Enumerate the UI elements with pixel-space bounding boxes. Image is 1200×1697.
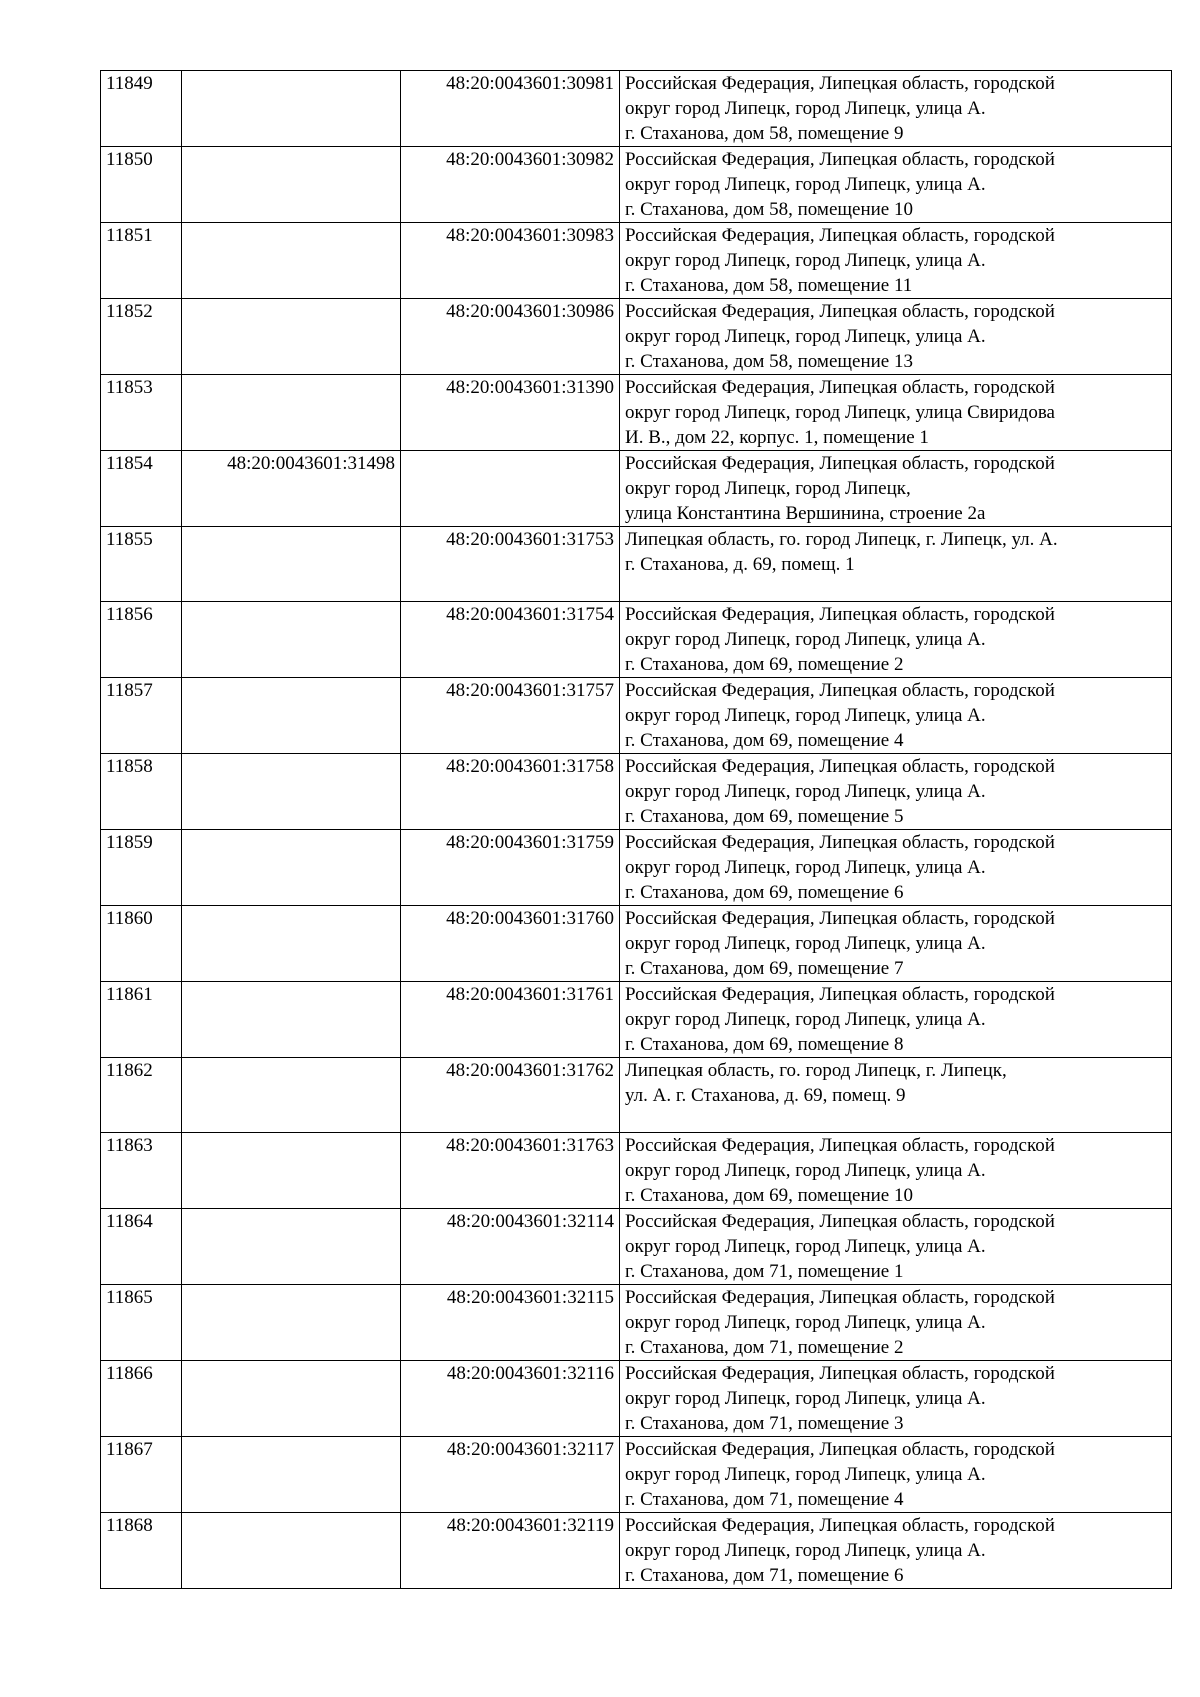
row-number-cell: 11865 [101, 1285, 182, 1361]
address-cell [620, 906, 1172, 982]
row-number-cell: 11851 [101, 223, 182, 299]
address-line: г. Стаханова, дом 71, помещение 1 [625, 1261, 904, 1282]
registry-table-body [101, 71, 1172, 1589]
address-line: округ город Липецк, город Липецк, улица А. [625, 1160, 986, 1181]
address-line: Российская Федерация, Липецкая область, городской [625, 832, 1055, 853]
address-cell [620, 1361, 1172, 1437]
row-number-cell: 11864 [101, 1209, 182, 1285]
address-cell [620, 1209, 1172, 1285]
land-cadastral-number-cell [182, 830, 401, 906]
land-cadastral-number-cell: 48:20:0043601:31498 [182, 451, 401, 527]
address-cell [620, 1058, 1172, 1133]
row-number-cell: 11854 [101, 451, 182, 527]
table-row [101, 1058, 1172, 1133]
row-number-cell: 11856 [101, 602, 182, 678]
table-row [101, 602, 1172, 678]
land-cadastral-number-cell [182, 527, 401, 602]
address-line: г. Стаханова, дом 69, помещение 8 [625, 1034, 904, 1055]
object-cadastral-number-cell: 48:20:0043601:30981 [401, 71, 620, 147]
address-line: Российская Федерация, Липецкая область, городской [625, 73, 1055, 94]
object-cadastral-number-cell: 48:20:0043601:30986 [401, 299, 620, 375]
address-line: Российская Федерация, Липецкая область, городской [625, 1515, 1055, 1536]
land-cadastral-number-cell [182, 982, 401, 1058]
address-line: г. Стаханова, дом 71, помещение 4 [625, 1489, 904, 1510]
address-cell [620, 375, 1172, 451]
object-cadastral-number-cell: 48:20:0043601:31759 [401, 830, 620, 906]
row-number-cell: 11857 [101, 678, 182, 754]
address-cell [620, 451, 1172, 527]
table-row [101, 299, 1172, 375]
row-number-cell: 11861 [101, 982, 182, 1058]
land-cadastral-number-cell [182, 1133, 401, 1209]
address-line: Российская Федерация, Липецкая область, городской [625, 984, 1055, 1005]
address-line: г. Стаханова, д. 69, помещ. 1 [625, 554, 855, 575]
address-line: округ город Липецк, город Липецк, улица А. [625, 1236, 986, 1257]
address-cell [620, 299, 1172, 375]
object-cadastral-number-cell: 48:20:0043601:30982 [401, 147, 620, 223]
address-line: округ город Липецк, город Липецк, улица А. [625, 933, 986, 954]
land-cadastral-number-cell [182, 299, 401, 375]
registry-table [100, 70, 1172, 1589]
land-cadastral-number-cell [182, 1513, 401, 1589]
address-line: округ город Липецк, город Липецк, [625, 478, 911, 499]
address-cell [620, 602, 1172, 678]
object-cadastral-number-cell: 48:20:0043601:31762 [401, 1058, 620, 1133]
address-line: Российская Федерация, Липецкая область, городской [625, 604, 1055, 625]
address-line: Российская Федерация, Липецкая область, городской [625, 756, 1055, 777]
land-cadastral-number-cell [182, 754, 401, 830]
address-cell [620, 147, 1172, 223]
object-cadastral-number-cell: 48:20:0043601:30983 [401, 223, 620, 299]
table-row [101, 527, 1172, 602]
address-line: г. Стаханова, дом 58, помещение 10 [625, 199, 913, 220]
address-cell [620, 71, 1172, 147]
address-line: Российская Федерация, Липецкая область, городской [625, 225, 1055, 246]
address-cell [620, 1513, 1172, 1589]
object-cadastral-number-cell: 48:20:0043601:31761 [401, 982, 620, 1058]
row-number-cell: 11863 [101, 1133, 182, 1209]
table-row [101, 147, 1172, 223]
land-cadastral-number-cell [182, 678, 401, 754]
table-row [101, 906, 1172, 982]
address-line: г. Стаханова, дом 58, помещение 11 [625, 275, 913, 296]
address-line: Российская Федерация, Липецкая область, городской [625, 680, 1055, 701]
table-row [101, 1513, 1172, 1589]
address-line: округ город Липецк, город Липецк, улица А. [625, 857, 986, 878]
table-row [101, 375, 1172, 451]
address-line: Российская Федерация, Липецкая область, городской [625, 377, 1055, 398]
row-number-cell: 11853 [101, 375, 182, 451]
object-cadastral-number-cell: 48:20:0043601:32117 [401, 1437, 620, 1513]
table-row [101, 223, 1172, 299]
address-line: округ город Липецк, город Липецк, улица А. [625, 1312, 986, 1333]
address-line: округ город Липецк, город Липецк, улица А. [625, 174, 986, 195]
address-line: округ город Липецк, город Липецк, улица А. [625, 326, 986, 347]
address-line: г. Стаханова, дом 69, помещение 7 [625, 958, 904, 979]
address-line: округ город Липецк, город Липецк, улица А. [625, 705, 986, 726]
address-cell [620, 830, 1172, 906]
object-cadastral-number-cell: 48:20:0043601:31754 [401, 602, 620, 678]
row-number-cell: 11859 [101, 830, 182, 906]
address-cell [620, 1133, 1172, 1209]
object-cadastral-number-cell: 48:20:0043601:31758 [401, 754, 620, 830]
land-cadastral-number-cell [182, 1285, 401, 1361]
address-line: Российская Федерация, Липецкая область, городской [625, 453, 1055, 474]
land-cadastral-number-cell [182, 71, 401, 147]
address-line: г. Стаханова, дом 71, помещение 2 [625, 1337, 904, 1358]
row-number-cell: 11867 [101, 1437, 182, 1513]
land-cadastral-number-cell [182, 1361, 401, 1437]
object-cadastral-number-cell: 48:20:0043601:31763 [401, 1133, 620, 1209]
object-cadastral-number-cell: 48:20:0043601:32116 [401, 1361, 620, 1437]
table-row [101, 1209, 1172, 1285]
address-line: округ город Липецк, город Липецк, улица А. [625, 1388, 986, 1409]
object-cadastral-number-cell: 48:20:0043601:31760 [401, 906, 620, 982]
address-line: округ город Липецк, город Липецк, улица А. [625, 250, 986, 271]
row-number-cell: 11868 [101, 1513, 182, 1589]
table-row [101, 678, 1172, 754]
land-cadastral-number-cell [182, 602, 401, 678]
table-row [101, 71, 1172, 147]
row-number-cell: 11850 [101, 147, 182, 223]
object-cadastral-number-cell: 48:20:0043601:32119 [401, 1513, 620, 1589]
row-number-cell: 11855 [101, 527, 182, 602]
row-number-cell: 11849 [101, 71, 182, 147]
address-cell [620, 223, 1172, 299]
address-cell [620, 678, 1172, 754]
address-line: улица Константина Вершинина, строение 2а [625, 503, 986, 524]
table-row [101, 1437, 1172, 1513]
land-cadastral-number-cell [182, 1437, 401, 1513]
land-cadastral-number-cell [182, 223, 401, 299]
address-line: г. Стаханова, дом 58, помещение 9 [625, 123, 904, 144]
address-line: округ город Липецк, город Липецк, улица Свиридова [625, 402, 1055, 423]
address-line: г. Стаханова, дом 69, помещение 4 [625, 730, 904, 751]
row-number-cell: 11860 [101, 906, 182, 982]
address-line: Липецкая область, го. город Липецк, г. Липецк, ул. А. [625, 529, 1058, 550]
table-row [101, 982, 1172, 1058]
land-cadastral-number-cell [182, 1209, 401, 1285]
row-number-cell: 11852 [101, 299, 182, 375]
address-cell [620, 754, 1172, 830]
address-line: Российская Федерация, Липецкая область, городской [625, 149, 1055, 170]
address-cell [620, 982, 1172, 1058]
table-row [101, 451, 1172, 527]
address-line: г. Стаханова, дом 69, помещение 5 [625, 806, 904, 827]
address-line: округ город Липецк, город Липецк, улица А. [625, 1009, 986, 1030]
row-number-cell: 11866 [101, 1361, 182, 1437]
address-line: г. Стаханова, дом 69, помещение 6 [625, 882, 904, 903]
address-line: округ город Липецк, город Липецк, улица А. [625, 781, 986, 802]
address-line: Российская Федерация, Липецкая область, городской [625, 1363, 1055, 1384]
address-line: Российская Федерация, Липецкая область, городской [625, 908, 1055, 929]
land-cadastral-number-cell [182, 906, 401, 982]
address-line: г. Стаханова, дом 58, помещение 13 [625, 351, 913, 372]
address-line: Российская Федерация, Липецкая область, городской [625, 1439, 1055, 1460]
object-cadastral-number-cell: 48:20:0043601:31390 [401, 375, 620, 451]
land-cadastral-number-cell [182, 147, 401, 223]
address-line: округ город Липецк, город Липецк, улица А. [625, 1540, 986, 1561]
table-row [101, 1133, 1172, 1209]
land-cadastral-number-cell [182, 1058, 401, 1133]
address-line: г. Стаханова, дом 69, помещение 10 [625, 1185, 913, 1206]
document-page [100, 70, 1171, 1589]
table-row [101, 830, 1172, 906]
address-line: округ город Липецк, город Липецк, улица А. [625, 629, 986, 650]
address-line: Российская Федерация, Липецкая область, городской [625, 1135, 1055, 1156]
address-line: ул. А. г. Стаханова, д. 69, помещ. 9 [625, 1085, 906, 1106]
address-line: округ город Липецк, город Липецк, улица А. [625, 1464, 986, 1485]
address-line: Липецкая область, го. город Липецк, г. Липецк, [625, 1060, 1007, 1081]
object-cadastral-number-cell: 48:20:0043601:31753 [401, 527, 620, 602]
address-line: г. Стаханова, дом 71, помещение 6 [625, 1565, 904, 1586]
object-cadastral-number-cell [401, 451, 620, 527]
address-line: Российская Федерация, Липецкая область, городской [625, 1287, 1055, 1308]
row-number-cell: 11862 [101, 1058, 182, 1133]
address-line: г. Стаханова, дом 71, помещение 3 [625, 1413, 904, 1434]
object-cadastral-number-cell: 48:20:0043601:32114 [401, 1209, 620, 1285]
row-number-cell: 11858 [101, 754, 182, 830]
address-line: Российская Федерация, Липецкая область, городской [625, 1211, 1055, 1232]
table-row [101, 754, 1172, 830]
address-cell [620, 527, 1172, 602]
address-line: округ город Липецк, город Липецк, улица А. [625, 98, 986, 119]
table-row [101, 1361, 1172, 1437]
address-cell [620, 1285, 1172, 1361]
address-line: И. В., дом 22, корпус. 1, помещение 1 [625, 427, 929, 448]
address-cell [620, 1437, 1172, 1513]
object-cadastral-number-cell: 48:20:0043601:31757 [401, 678, 620, 754]
address-line: г. Стаханова, дом 69, помещение 2 [625, 654, 904, 675]
table-row [101, 1285, 1172, 1361]
object-cadastral-number-cell: 48:20:0043601:32115 [401, 1285, 620, 1361]
address-line: Российская Федерация, Липецкая область, городской [625, 301, 1055, 322]
land-cadastral-number-cell [182, 375, 401, 451]
